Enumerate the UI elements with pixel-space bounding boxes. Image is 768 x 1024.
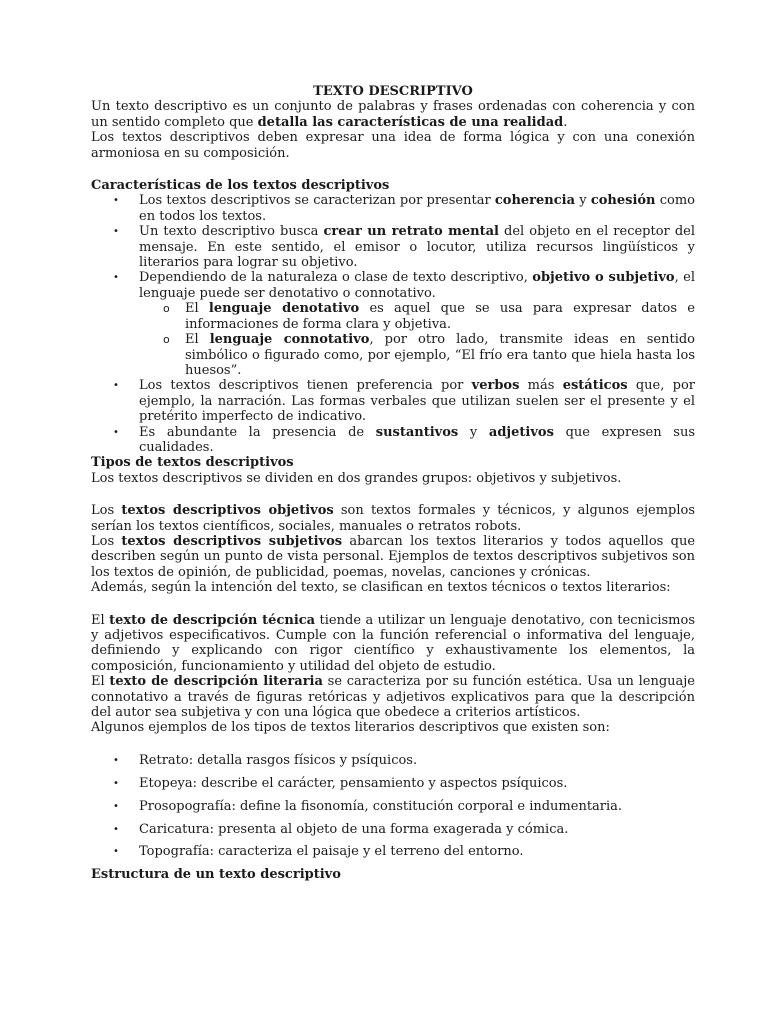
list-item: • Los textos descriptivos tienen preferencia por verbos más estáticos que, por ejemplo, la narración. Las formas verbales que utilizan suelen ser el presente y el pretérito imperfecto de indicativo. [91,378,695,424]
tipos-paragraph-objetivos: Los textos descriptivos objetivos son textos formales y técnicos, y algunos ejemplos serían los textos científicos, sociales, manuales o retratos robots. [91,503,696,534]
list-item: • Los textos descriptivos se caracterizan por presentar coherencia y cohesión como en todos los textos. [91,193,695,224]
list-item: • Caricatura: presenta al objeto de una forma exagerada y cómica. [91,822,695,837]
document-title: TEXTO DESCRIPTIVO [313,84,473,99]
sublist-item: o El lenguaje connotativo, por otro lado, transmite ideas en sentido simbólico o figurado como, por ejemplo, “El frío era tanto que hiela hasta los huesos”. [139,332,695,378]
tipos-paragraph-tecnica: El texto de descripción técnica tiende a utilizar un lenguaje denotativo, con tecnicismos y adjetivos especificativos. Cumple con la función referencial o informativa del lenguaje, definiendo y explicando con rigor científico y exhaustivamente los elementos, la composición, funcionamiento y utilidad del objeto de estudio. [91,612,695,674]
list-item: • Retrato: detalla rasgos físicos y psíquicos. [91,753,695,768]
tipos-paragraph-intencion: Además, según la intención del texto, se clasifican en textos técnicos o textos literarios: [91,580,671,596]
list-item: • Topografía: caracteriza el paisaje y el terreno del entorno. [91,844,695,859]
intro-paragraph-2: Los textos descriptivos deben expresar una idea de forma lógica y con una conexión armoniosa en su composición. [91,130,695,161]
section-heading-caracteristicas: Características de los textos descriptivos [91,178,390,194]
list-item: • Es abundante la presencia de sustantivos y adjetivos que expresen sus cualidades. [91,425,695,456]
characteristics-list [91,193,695,455]
tipos-paragraph-subjetivos: Los textos descriptivos subjetivos abarcan los textos literarios y todos aquellos que describen según un punto de vista personal. Ejemplos de textos descriptivos subjetivos son los textos de opinión, de publicidad, poemas, novelas, canciones y crónicas. [91,533,696,580]
tipos-paragraph-ejemplos-intro: Algunos ejemplos de los tipos de textos literarios descriptivos que existen son: [91,720,610,736]
tipos-paragraph-1: Los textos descriptivos se dividen en dos grandes grupos: objetivos y subjetivos. [91,470,622,486]
section-heading-tipos: Tipos de textos descriptivos [91,455,294,471]
list-item: • Etopeya: describe el carácter, pensamiento y aspectos psíquicos. [91,776,695,791]
intro-paragraph-1: Un texto descriptivo es un conjunto de palabras y frases ordenadas con coherencia y con un sentido completo que detalla las características de una realidad. [91,99,695,130]
list-item: • Un texto descriptivo busca crear un retrato mental del objeto en el receptor del mensaje. En este sentido, el emisor o locutor, utiliza recursos lingüísticos y literarios para lograr su objetivo. [91,224,695,270]
sublist-item: o El lenguaje denotativo es aquel que se usa para expresar datos e informaciones de forma clara y objetiva. [139,301,695,332]
list-item: • Dependiendo de la naturaleza o clase de texto descriptivo, objetivo o subjetivo, el lenguaje puede ser denotativo o connotativo. o El lenguaje denotativo es aquel que se usa para expresar datos e informaciones de forma clara y objetiva. o El lenguaje connotativo, por otro lado, transmite ideas en sentido simbólico o figurado como, por ejemplo, “El frío era tanto que hiela hasta los huesos”. [91,270,695,378]
language-sublist [139,301,695,378]
list-item: • Prosopografía: define la fisonomía, constitución corporal e indumentaria. [91,799,695,814]
examples-list [91,753,695,860]
tipos-paragraph-literaria: El texto de descripción literaria se caracteriza por su función estética. Usa un lenguaje connotativo a través de figuras retóricas y adjetivos explicativos para que la descripción del autor sea subjetiva y con una lógica que obedece a criterios artísticos. [91,674,695,721]
section-heading-estructura: Estructura de un texto descriptivo [91,867,341,883]
